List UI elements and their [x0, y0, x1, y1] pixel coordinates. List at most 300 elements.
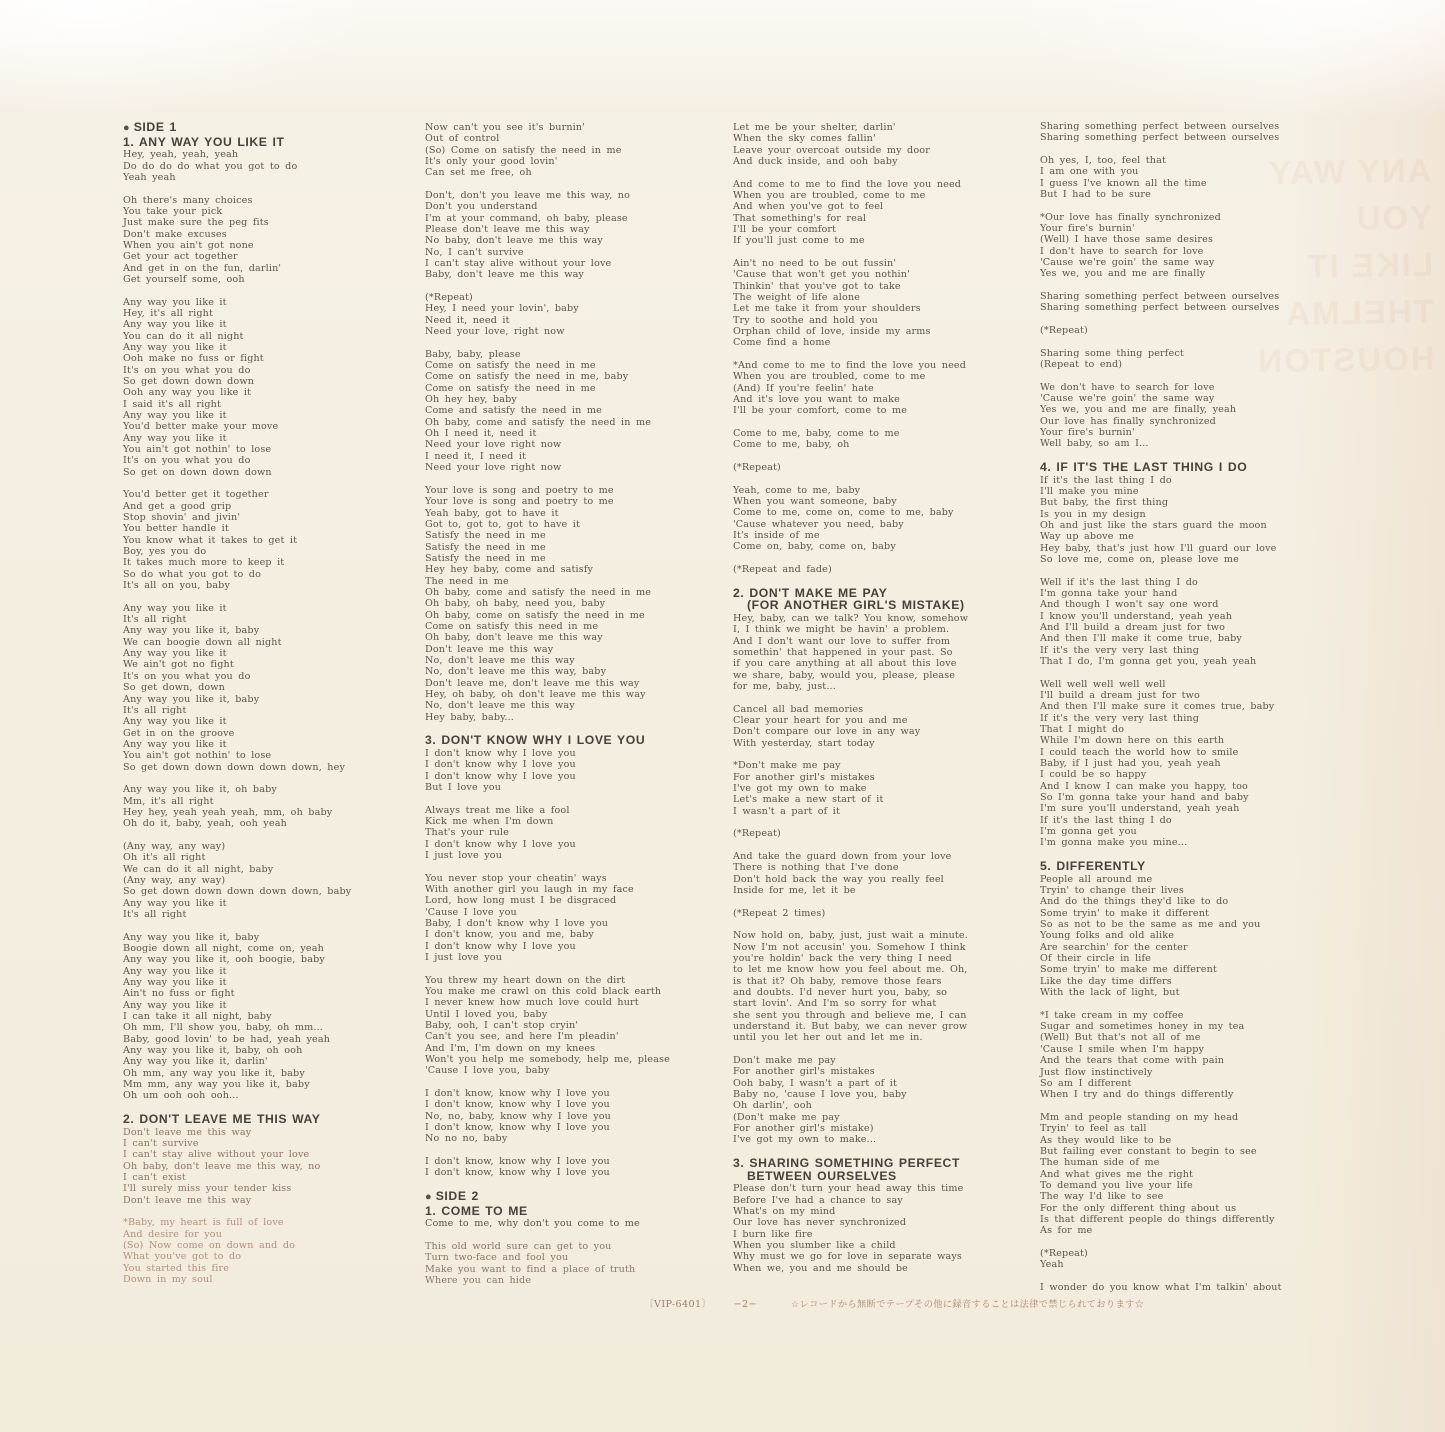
lyric-line: Sharing some thing perfect — [1040, 347, 1184, 359]
stanza — [123, 1127, 423, 1206]
lyric-line: Hey hey, yeah yeah yeah, mm, oh baby — [123, 806, 333, 818]
lyric-line: you're holdin' back the very thing I need — [733, 952, 952, 964]
lyric-line: The need in me — [425, 575, 509, 587]
lyric-line: 'Cause whatever you need, baby — [733, 518, 904, 530]
lyric-line: Try to soothe and hold you — [733, 314, 878, 326]
lyric-line: I'm at your command, oh baby, please — [425, 212, 628, 224]
lyric-line: Any way you like it — [123, 432, 227, 444]
song-title — [733, 587, 1045, 612]
lyric-line: I just love you — [425, 849, 503, 861]
lyric-line: Down in my soul — [123, 1274, 213, 1286]
lyric-line: Yes we, you and me are finally — [1040, 268, 1206, 280]
stanza — [123, 784, 423, 829]
stanza — [425, 748, 725, 793]
lyric-line: Come to me, why don't you come to me — [425, 1218, 640, 1230]
stanza — [1040, 325, 1370, 336]
lyric-line: Any way you like it — [123, 410, 227, 421]
lyric-line: Come on satisfy this need in me — [425, 620, 599, 632]
lyric-line: Inside for me, let it be — [733, 884, 856, 896]
lyric-line: Well if it's the last thing I do — [1040, 576, 1198, 588]
lyric-line: Don't make excuses — [123, 228, 227, 240]
lyric-line: Oh yes, I, too, feel that — [1040, 154, 1166, 166]
lyric-line: Now hold on, baby, just, just wait a minute. — [733, 930, 968, 942]
lyric-line: (Well) But that's not all of me — [1040, 1032, 1201, 1044]
lyric-line: Well well well well well — [1040, 678, 1166, 690]
lyric-line: 'Cause I love you — [425, 906, 517, 918]
lyric-line: So as not to be the same as me and you — [1040, 919, 1261, 931]
lyric-line: Kick me when I'm down — [425, 815, 554, 827]
stanza — [123, 1217, 423, 1285]
stanza — [733, 1183, 1045, 1274]
stanza — [425, 349, 725, 474]
lyric-line: If it's the last thing I do — [1040, 814, 1172, 826]
stanza — [733, 760, 1045, 817]
lyric-line: What's on my mind — [733, 1205, 836, 1217]
lyric-line: Oh darlin', ooh — [733, 1100, 812, 1112]
lyric-line: I don't have to search for love — [1040, 245, 1204, 257]
lyric-line: Cancel all bad memories — [733, 703, 864, 715]
stanza — [425, 485, 725, 723]
lyric-line: The way I'd like to see — [1040, 1191, 1164, 1203]
lyric-line: Sharing something perfect between ourselves — [1040, 302, 1280, 314]
song-title-line: BETWEEN OURSELVES — [747, 1168, 897, 1183]
lyric-line: Why must we go for love in separate ways — [733, 1251, 962, 1263]
stanza — [123, 489, 423, 591]
lyric-line: Come on satisfy the need in me, baby — [425, 371, 629, 383]
lyric-line: And then I'll make sure it comes true, baby — [1040, 701, 1275, 713]
lyric-line: You take your pick — [123, 205, 223, 217]
lyric-line: Any way you like it, baby, oh ooh — [123, 1045, 303, 1057]
lyric-line: When the sky comes fallin' — [733, 133, 876, 145]
lyric-line: It's all right — [123, 908, 187, 920]
lyric-line: Come and satisfy the need in me — [425, 405, 602, 417]
stanza — [123, 603, 423, 773]
lyric-line: Oh hey hey, baby — [425, 394, 517, 406]
lyric-line: Sharing something perfect between ourselves — [1040, 291, 1280, 303]
lyric-line: Mm and people standing on my head — [1040, 1111, 1239, 1123]
lyric-line: (*Repeat) — [1040, 325, 1088, 336]
stanza — [733, 462, 1045, 473]
lyric-line: Oh and just like the stars guard the moon — [1040, 519, 1267, 531]
stanza — [425, 1156, 725, 1179]
stanza — [733, 258, 1045, 349]
lyric-line: No, no, baby, know why I love you — [425, 1110, 612, 1122]
lyric-line: Oh baby, come and satisfy the need in me — [425, 586, 652, 598]
lyric-line: Any way you like it — [123, 976, 227, 988]
stanza — [425, 873, 725, 964]
lyric-line: You ain't got nothin' to lose — [123, 444, 272, 456]
lyric-line: Don't leave me this way — [425, 643, 554, 655]
lyric-line: if you care anything at all about this love — [733, 658, 957, 670]
lyric-line: Any way you like it, baby — [123, 625, 260, 637]
lyric-line: Any way you like it, ooh boogie, baby — [123, 954, 325, 966]
lyric-line: somethin' that happened in your past. So — [733, 646, 953, 658]
lyric-line: With another girl you laugh in my face — [425, 883, 634, 895]
lyric-line: I guess I've known all the time — [1040, 177, 1207, 189]
lyric-line: So am I different — [1040, 1077, 1132, 1089]
lyric-line: It's on you what you do — [123, 364, 251, 376]
lyric-line: Oh I need it, need it — [425, 428, 537, 440]
lyric-line: Of their circle in life — [1040, 953, 1151, 965]
lyric-line: For another girl's mistake) — [733, 1123, 874, 1135]
stanza — [733, 122, 1045, 167]
stanza — [425, 805, 725, 862]
lyric-line: No, I can't survive — [425, 246, 524, 258]
lyric-line: I wasn't a part of it — [733, 805, 840, 817]
lyric-line: (So) Come on satisfy the need in me — [425, 144, 622, 156]
song-title — [123, 1113, 423, 1126]
lyric-line: 'Cause we're goin' the same way — [1040, 392, 1215, 404]
lyric-line: Your fire's burnin' — [1040, 223, 1135, 234]
lyric-line: Leave your overcoat outside my door — [733, 144, 930, 156]
song-title — [1040, 860, 1370, 873]
stanza — [123, 841, 423, 920]
lyric-line: understand it. But baby, we can never grow — [733, 1021, 968, 1032]
lyric-line: Oh baby, come and satisfy the need in me — [425, 416, 652, 428]
lyric-line: If it's the very very last thing — [1040, 712, 1200, 724]
stanza — [425, 122, 725, 179]
lyric-line: (And) If you're feelin' hate — [733, 382, 874, 394]
lyric-line: I don't know why I love you — [425, 838, 576, 850]
lyric-line: When we, you and me should be — [733, 1262, 908, 1274]
stanza — [1040, 155, 1370, 200]
lyric-line: Hey, yeah, yeah, yeah — [123, 149, 239, 161]
ghost-line: THELMA — [1284, 292, 1435, 333]
stanza — [1040, 348, 1370, 371]
lyric-line: I'm sure you'll understand, yeah yeah — [1040, 803, 1240, 815]
page-number: −2− — [733, 1299, 757, 1310]
lyric-line: I can take it all night, baby — [123, 1010, 272, 1022]
lyric-line: (*Repeat 2 times) — [733, 907, 826, 919]
lyric-line: We can boogie down all night — [123, 636, 282, 648]
lyric-line: (*Repeat) — [733, 828, 781, 840]
lyric-line: To demand you live your life — [1040, 1179, 1193, 1191]
song-title-line: 2. DON'T MAKE ME PAY — [733, 585, 888, 600]
side-heading: ● SIDE 1 — [123, 120, 177, 134]
stanza — [1040, 1282, 1370, 1293]
lyric-line: No, don't leave me this way — [425, 700, 575, 712]
lyric-line: Stop shovin' and jivin' — [123, 512, 241, 524]
song-title-line: 5. DIFFERENTLY — [1040, 859, 1146, 874]
lyric-line: So get down down down down down, baby — [123, 886, 352, 898]
lyric-line: And desire for you — [123, 1228, 223, 1240]
lyric-line: Lord, how long must I be disgraced — [425, 895, 617, 907]
lyric-line: Any way you like it, oh baby — [123, 784, 277, 796]
lyric-line: 'Cause I smile when I'm happy — [1040, 1043, 1205, 1055]
lyric-line: I don't know, you and me, baby — [425, 929, 594, 941]
lyric-line: start lovin'. And I'm so sorry for what — [733, 998, 937, 1010]
lyric-line: Boogie down all night, come on, yeah — [123, 942, 324, 954]
stanza — [123, 297, 423, 479]
lyric-line: I don't know, know why I love you — [425, 1088, 610, 1100]
lyric-line: Your love is song and poetry to me — [425, 484, 614, 496]
lyric-line: I'll surely miss your tender kiss — [123, 1183, 292, 1195]
lyric-line: No baby, don't leave me this way — [425, 235, 603, 247]
lyric-line: What you've got to do — [123, 1251, 242, 1263]
stanza — [733, 428, 1045, 451]
lyric-line: And take the guard down from your love — [733, 850, 952, 862]
lyric-line: If it's the very very last thing — [1040, 644, 1200, 656]
lyric-line: Hey baby, baby... — [425, 711, 515, 723]
lyric-line: Get yourself some, ooh — [123, 273, 245, 285]
lyric-line: Young folks and old alike — [1040, 930, 1175, 942]
lyric-line: is that it? Oh baby, remove those fears — [733, 975, 942, 987]
lyric-line: for me, baby, just... — [733, 680, 836, 692]
lyric-line: You never stop your cheatin' ways — [425, 872, 607, 884]
lyric-line: Thinkin' that you've got to take — [733, 280, 901, 292]
lyric-line: Can't you see, and here I'm pleadin' — [425, 1031, 619, 1043]
lyric-line: It's all on you, baby — [123, 580, 231, 592]
lyric-line: No, don't leave me this way, baby — [425, 666, 607, 678]
stanza — [1040, 679, 1370, 849]
side-bullet-icon: ● — [425, 1191, 436, 1204]
lyric-line: So get down down down — [123, 375, 255, 387]
lyric-line: I, I think we might be havin' a problem. — [733, 624, 950, 636]
lyric-line: Don't make me pay — [733, 1054, 836, 1066]
stanza — [733, 613, 1045, 692]
catalog-number: 〔VIP-6401〕 — [644, 1299, 712, 1310]
lyric-line: It's on you what you do — [123, 455, 251, 467]
song-title-line: 3. SHARING SOMETHING PERFECT — [733, 1156, 961, 1171]
lyric-line: While I'm down here on this earth — [1040, 735, 1225, 747]
lyric-line: Baby, ooh, I can't stop cryin' — [425, 1020, 579, 1032]
lyric-line: I don't know, know why I love you — [425, 1156, 610, 1168]
lyric-line: Hey, baby, can we talk? You know, somehow — [733, 612, 969, 624]
lyric-line: to let me know how you feel about me. Oh, — [733, 964, 968, 976]
lyric-line: I said it's all right — [123, 398, 221, 410]
lyric-line: Well baby, so am I... — [1040, 438, 1149, 450]
lyric-line: I just love you — [425, 952, 503, 964]
stanza — [1040, 1112, 1370, 1237]
lyric-line: I am one with you — [1040, 166, 1139, 178]
lyric-line: Won't you help me somebody, help me, please — [425, 1054, 670, 1066]
ghost-line: HOUSTON — [1255, 339, 1435, 380]
lyric-line: But failing ever constant to begin to see — [1040, 1145, 1257, 1157]
lyric-line: So love me, come on, please love me — [1040, 553, 1239, 565]
lyric-line: Make you want to find a place of truth — [425, 1263, 636, 1275]
lyric-line: Just flow instinctively — [1040, 1066, 1153, 1078]
lyric-line: Baby no, 'cause I love you, baby — [733, 1089, 907, 1101]
lyric-line: Our love has never synchronized — [733, 1217, 907, 1229]
lyric-line: I'll be your comfort — [733, 224, 837, 236]
lyric-line: Ain't no need to be out fussin' — [733, 258, 897, 270]
lyric-line: You better handle it — [123, 523, 229, 535]
lyric-line: Don't leave me this way — [123, 1194, 252, 1206]
lyric-line: Baby, good lovin' to be had, yeah yeah — [123, 1033, 331, 1045]
lyric-line: You started this fire — [123, 1262, 230, 1274]
lyric-line: I could be so happy — [1040, 769, 1147, 781]
lyric-line: I don't know why I love you — [425, 940, 576, 952]
song-title — [123, 136, 423, 149]
lyric-line: Need your love right now — [425, 439, 562, 451]
lyric-line: I can't stay alive without your love — [425, 258, 612, 270]
lyric-line: You know what it takes to get it — [123, 534, 298, 546]
stanza — [425, 1218, 725, 1229]
song-title — [1040, 461, 1370, 474]
lyric-line: Oh mm, I'll show you, baby, oh mm... — [123, 1022, 324, 1034]
lyric-line: As they would like to be — [1040, 1134, 1172, 1146]
lyric-line: Need it, need it — [425, 314, 510, 326]
lyric-line: Is that different people do things differently — [1040, 1213, 1275, 1225]
lyric-line: People all around me — [1040, 873, 1153, 885]
lyric-line: *Baby, my heart is full of love — [123, 1217, 284, 1229]
stanza — [733, 908, 1045, 919]
lyric-line: I don't know, know why I love you — [425, 1167, 610, 1179]
stanza — [1040, 874, 1370, 999]
lyric-line: And it's love you want to make — [733, 394, 900, 406]
lyric-line: (Any way, any way) — [123, 840, 226, 852]
lyric-line: Ooh make no fuss or fight — [123, 353, 264, 365]
lyric-line: I could teach the world how to smile — [1040, 746, 1239, 758]
lyric-line: Any way you like it — [123, 965, 227, 977]
lyric-line: I've got my own to make... — [733, 1134, 877, 1146]
lyric-line: When you want someone, baby — [733, 496, 897, 508]
lyric-line: Please don't turn your head away this time — [733, 1183, 964, 1195]
lyric-line: Oh um ooh ooh ooh... — [123, 1090, 239, 1102]
lyric-line: It takes much more to keep it — [123, 557, 285, 569]
lyric-line: And then I'll make it come true, baby — [1040, 633, 1242, 645]
stanza — [733, 564, 1045, 575]
lyric-line: (Well) I have those same desires — [1040, 234, 1214, 246]
lyric-line: Hey, I need your lovin', baby — [425, 303, 579, 315]
stanza — [1040, 475, 1370, 566]
lyric-line: And do the things they'd like to do — [1040, 896, 1229, 908]
lyric-line: Oh baby, oh baby, need you, baby — [425, 598, 606, 610]
lyric-line: Let me be your shelter, darlin' — [733, 122, 896, 133]
lyric-line: Any way you like it — [123, 319, 227, 331]
lyric-line: Any way you like it — [123, 341, 227, 353]
lyric-line: Don't leave me, don't leave me this way — [425, 677, 640, 689]
lyric-line: Boy, yes you do — [123, 546, 207, 558]
lyric-line: (*Repeat and fade) — [733, 564, 832, 576]
lyric-line: Like the day time differs — [1040, 975, 1172, 987]
lyric-line: It's on you what you do — [123, 670, 251, 682]
lyric-line: You ain't got nothin' to lose — [123, 750, 272, 762]
lyric-line: (*Repeat) — [1040, 1247, 1088, 1259]
lyric-line: I'll make you mine — [1040, 485, 1139, 497]
stanza — [425, 1088, 725, 1145]
lyric-line: Some tryin' to make it different — [1040, 907, 1210, 919]
lyric-line: (Repeat to end) — [1040, 358, 1123, 370]
lyric-line: Come to me, baby, oh — [733, 439, 850, 451]
lyric-line: Baby, don't leave me this way — [425, 269, 585, 281]
lyric-line: 'Cause that won't get you nothin' — [733, 269, 910, 281]
song-title-line: 3. DON'T KNOW WHY I LOVE YOU — [425, 733, 646, 748]
stanza — [733, 704, 1045, 749]
stanza — [425, 975, 725, 1077]
lyric-line: I don't know why I love you — [425, 759, 576, 771]
lyric-line: Your fire's burnin' — [1040, 427, 1135, 438]
lyric-line: (Any way, any way) — [123, 874, 226, 886]
lyric-line: we share, baby, would you, please, please — [733, 669, 956, 681]
lyric-line: The weight of life alone — [733, 292, 861, 304]
lyric-line: And when you've got to feel — [733, 201, 884, 213]
lyric-line: Ooh any way you like it — [123, 387, 252, 399]
lyric-line: I never knew how much love could hurt — [425, 997, 639, 1009]
lyric-line: *I take cream in my coffee — [1040, 1009, 1184, 1021]
lyric-line: As for me — [1040, 1225, 1093, 1237]
stanza — [733, 360, 1045, 417]
lyric-line: And get in on the fun, darlin' — [123, 262, 282, 274]
lyric-line: Come on satisfy the need in me — [425, 360, 596, 372]
lyric-line: So I'm gonna take your hand and baby — [1040, 792, 1249, 804]
stanza — [1040, 577, 1370, 668]
lyric-line: Any way you like it, darlin' — [123, 1056, 268, 1068]
lyric-line: Way up above me — [1040, 531, 1134, 543]
lyric-line: *And come to me to find the love you need — [733, 360, 967, 372]
lyric-line: she sent you through and believe me, I can — [733, 1009, 967, 1021]
lyric-line: Come on satisfy the need in me — [425, 382, 596, 394]
lyric-line: Is you in my design — [1040, 508, 1146, 520]
lyric-line: It's all right — [123, 704, 187, 716]
lyric-line: Any way you like it — [123, 738, 227, 750]
lyric-line: And the tears that come with pain — [1040, 1055, 1225, 1067]
lyric-line: Satisfy the need in me — [425, 541, 546, 553]
lyric-line: When I try and do things differently — [1040, 1089, 1234, 1101]
lyric-line: Come on, baby, come on, baby — [733, 541, 896, 553]
lyric-line: You'd better get it together — [123, 489, 269, 501]
lyric-line: Ooh baby, I wasn't a part of it — [733, 1077, 898, 1089]
lyric-line: I don't know, know why I love you — [425, 1122, 610, 1134]
lyric-line: I don't know why I love you — [425, 747, 576, 759]
lyric-line: When you ain't got none — [123, 239, 254, 251]
lyric-line: (*Repeat) — [733, 462, 781, 474]
lyric-line: I'll build a dream just for two — [1040, 690, 1200, 702]
lyric-line: But I love you — [425, 781, 502, 793]
song-title-line: (FOR ANOTHER GIRL'S MISTAKE) — [747, 598, 965, 613]
lyric-line: Sharing something perfect between ourselves — [1040, 132, 1280, 144]
lyric-line: Don't, don't you leave me this way, no — [425, 190, 631, 202]
lyric-line: And I know I can make you happy, too — [1040, 780, 1248, 792]
lyric-line: Oh there's many choices — [123, 194, 253, 206]
stanza — [733, 485, 1045, 553]
lyric-line: Any way you like it — [123, 296, 227, 308]
lyric-line: Before I've had a chance to say — [733, 1194, 903, 1206]
lyric-line: Let me take it from your shoulders — [733, 303, 921, 315]
lyric-line: With yesterday, start today — [733, 737, 875, 749]
lyric-line: I'm gonna get you — [1040, 826, 1137, 838]
lyric-line: When you are troubled, come to me — [733, 190, 926, 202]
lyric-line: Any way you like it — [123, 602, 227, 614]
lyric-line: If it's the last thing I do — [1040, 474, 1172, 486]
lyric-line: Get your act together — [123, 251, 238, 263]
lyric-line: I don't know, know why I love you — [425, 1099, 610, 1111]
lyric-line: Oh baby, don't leave me this way — [425, 632, 603, 644]
lyric-line: Baby, if I just had you, yeah yeah — [1040, 758, 1221, 770]
lyric-line: Do do do do what you got to do — [123, 160, 298, 172]
lyric-line: I burn like fire — [733, 1228, 813, 1240]
lyrics-column-1 — [123, 121, 423, 1297]
stanza — [425, 292, 725, 337]
lyric-line: No, don't leave me this way — [425, 654, 575, 666]
lyric-line: Hey, it's all right — [123, 307, 214, 319]
stanza — [425, 190, 725, 281]
stanza — [1040, 382, 1370, 450]
lyric-line: When you slumber like a child — [733, 1239, 896, 1251]
lyric-line: *Don't make me pay — [733, 760, 841, 772]
lyric-line: Don't compare our love in any way — [733, 726, 921, 738]
lyric-line: Hey hey baby, come and satisfy — [425, 564, 594, 576]
lyrics-column-2 — [425, 122, 725, 1298]
lyric-line: Satisfy the need in me — [425, 530, 546, 542]
lyric-line: The human side of me — [1040, 1157, 1160, 1169]
stanza — [425, 1241, 725, 1286]
lyric-line: Need your love right now — [425, 462, 562, 474]
lyric-line: So get down, down — [123, 682, 225, 694]
lyric-line: And come to me to find the love you need — [733, 178, 962, 190]
lyric-line: There is nothing that I've done — [733, 862, 899, 874]
stanza — [733, 1055, 1045, 1146]
